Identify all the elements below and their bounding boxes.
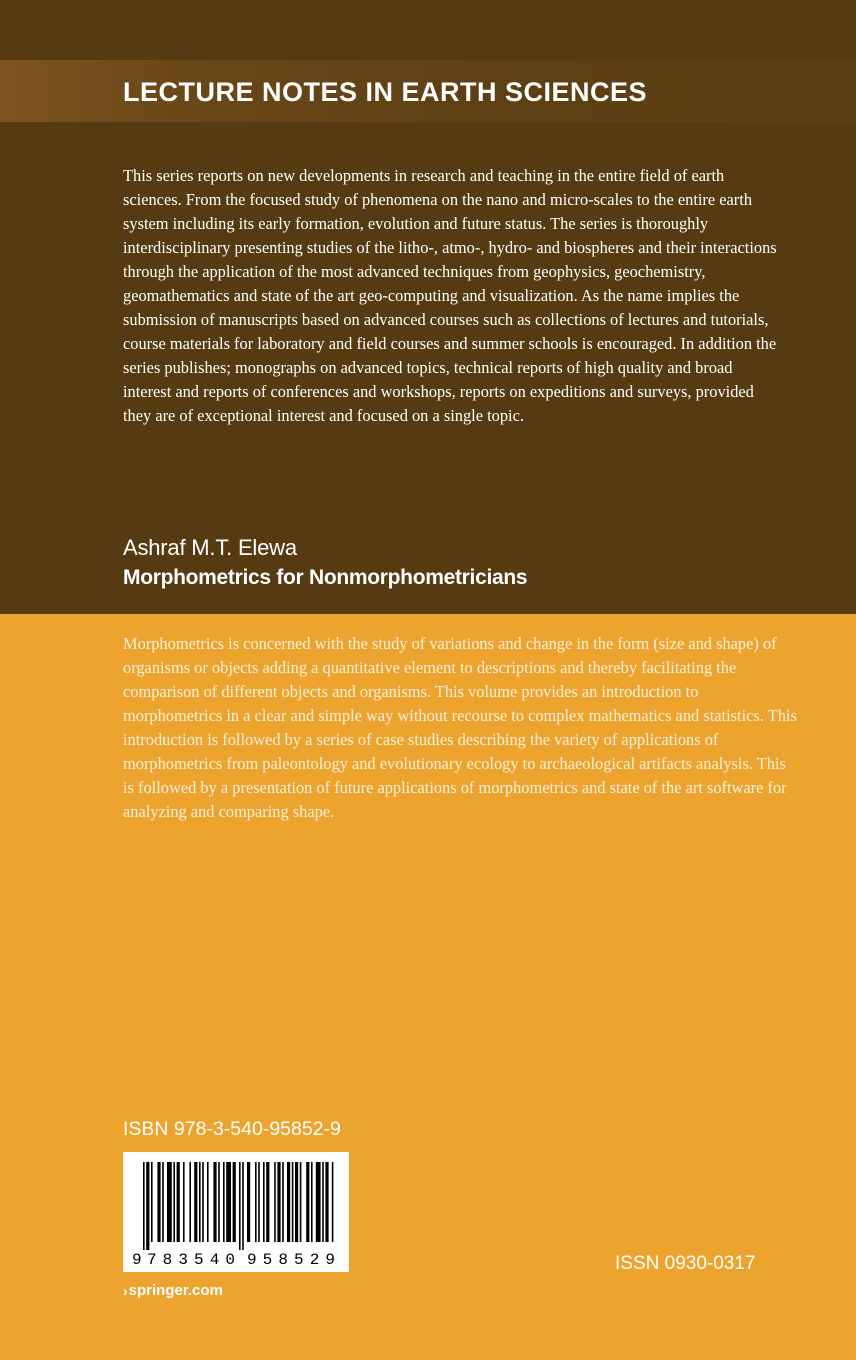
barcode-bars [143, 1162, 333, 1250]
barcode-bar [162, 1162, 164, 1242]
barcode-bar [242, 1162, 244, 1250]
barcode-bar [266, 1162, 269, 1242]
barcode-bar [177, 1162, 180, 1242]
publisher-label: springer.com [128, 1282, 223, 1299]
barcode-bar [194, 1162, 197, 1242]
series-title: LECTURE NOTES IN EARTH SCIENCES [123, 77, 648, 107]
barcode-bar [325, 1162, 328, 1242]
barcode-bar [213, 1162, 216, 1242]
barcode-digit-lead: 9 [132, 1251, 142, 1269]
barcode-digits-right: 958529 [247, 1251, 335, 1269]
barcode-bar [274, 1162, 276, 1242]
barcode-bar [167, 1162, 172, 1242]
barcode-bar [189, 1162, 191, 1242]
barcode-bar [282, 1162, 284, 1242]
barcode-bar [311, 1162, 313, 1242]
barcode-bar [143, 1162, 145, 1250]
barcode-bar [239, 1162, 241, 1250]
barcode-graphic [123, 1152, 349, 1272]
book-title: Morphometrics for Nonmorphometricians [123, 566, 528, 589]
barcode [123, 1152, 349, 1272]
barcode-bar [223, 1162, 225, 1242]
barcode-bar [183, 1162, 185, 1242]
barcode-bar [151, 1162, 153, 1242]
isbn-number: ISBN 978-3-540-95852-9 [123, 1118, 341, 1140]
barcode-digits-left: 783540 [147, 1251, 235, 1269]
barcode-bar [207, 1162, 209, 1242]
chevron-right-icon: › [123, 1283, 128, 1299]
barcode-bar [292, 1162, 294, 1242]
barcode-bar [258, 1162, 260, 1242]
barcode-bar [277, 1162, 280, 1242]
barcode-bar [173, 1162, 175, 1242]
barcode-bar [255, 1162, 257, 1242]
publisher-link[interactable] [123, 1280, 223, 1302]
barcode-bar [306, 1162, 309, 1242]
barcode-bar [295, 1162, 298, 1242]
barcode-bar [226, 1162, 231, 1242]
barcode-bar [157, 1162, 160, 1242]
barcode-bar [300, 1162, 302, 1242]
barcode-bar [287, 1162, 290, 1242]
barcode-bar [332, 1162, 334, 1242]
barcode-bar [218, 1162, 220, 1242]
issn-number: ISSN 0930-0317 [615, 1253, 756, 1274]
book-author: Ashraf M.T. Elewa [123, 535, 297, 560]
barcode-bar [202, 1162, 204, 1242]
barcode-bar [316, 1162, 321, 1242]
barcode-bar [233, 1162, 236, 1242]
series-description: This series reports on new developments in research and teaching in the entire field of earth sciences. From the focused study of phenomena on the nano and micro-scales to the entire earth system including its early formation, evolution and future status. The series is thoroughly interdisciplinary presenting studies of the litho-, atmo-, hydro- and biospheres and their interactions through the application of the most advanced techniques from geophysics, geochemistry, geomathematics and state of the art geo-computing and visualization. As the name implies the submission of manuscripts based on advanced courses such as collections of lectures and tutorials, course materials for laboratory and field courses and summer schools is encouraged. In addition the series publishes; monographs on advanced topics, technical reports of high quality and broad interest and reports of conferences and workshops, reports on expeditions and surveys, provided they are of exceptional interest and focused on a single topic. [123, 166, 777, 425]
book-description: Morphometrics is concerned with the study of variations and change in the form (size and shape) of organisms or objects adding a quantitative element to descriptions and thereby facilitating the comparison of different objects and organisms. This volume provides an introduction to morphometrics in a clear and simple way without recourse to complex mathematics and statistics. This introduction is followed by a series of case studies describing the variety of applications of morphometrics from paleontology and evolutionary ecology to archaeological artifacts analysis. This is followed by a presentation of future applications of morphometrics and state of the art software for analyzing and comparing shape. [123, 634, 797, 821]
barcode-bar [322, 1162, 324, 1242]
barcode-bar [263, 1162, 265, 1242]
barcode-bar [247, 1162, 250, 1242]
barcode-bar [199, 1162, 201, 1242]
barcode-bar [146, 1162, 149, 1250]
